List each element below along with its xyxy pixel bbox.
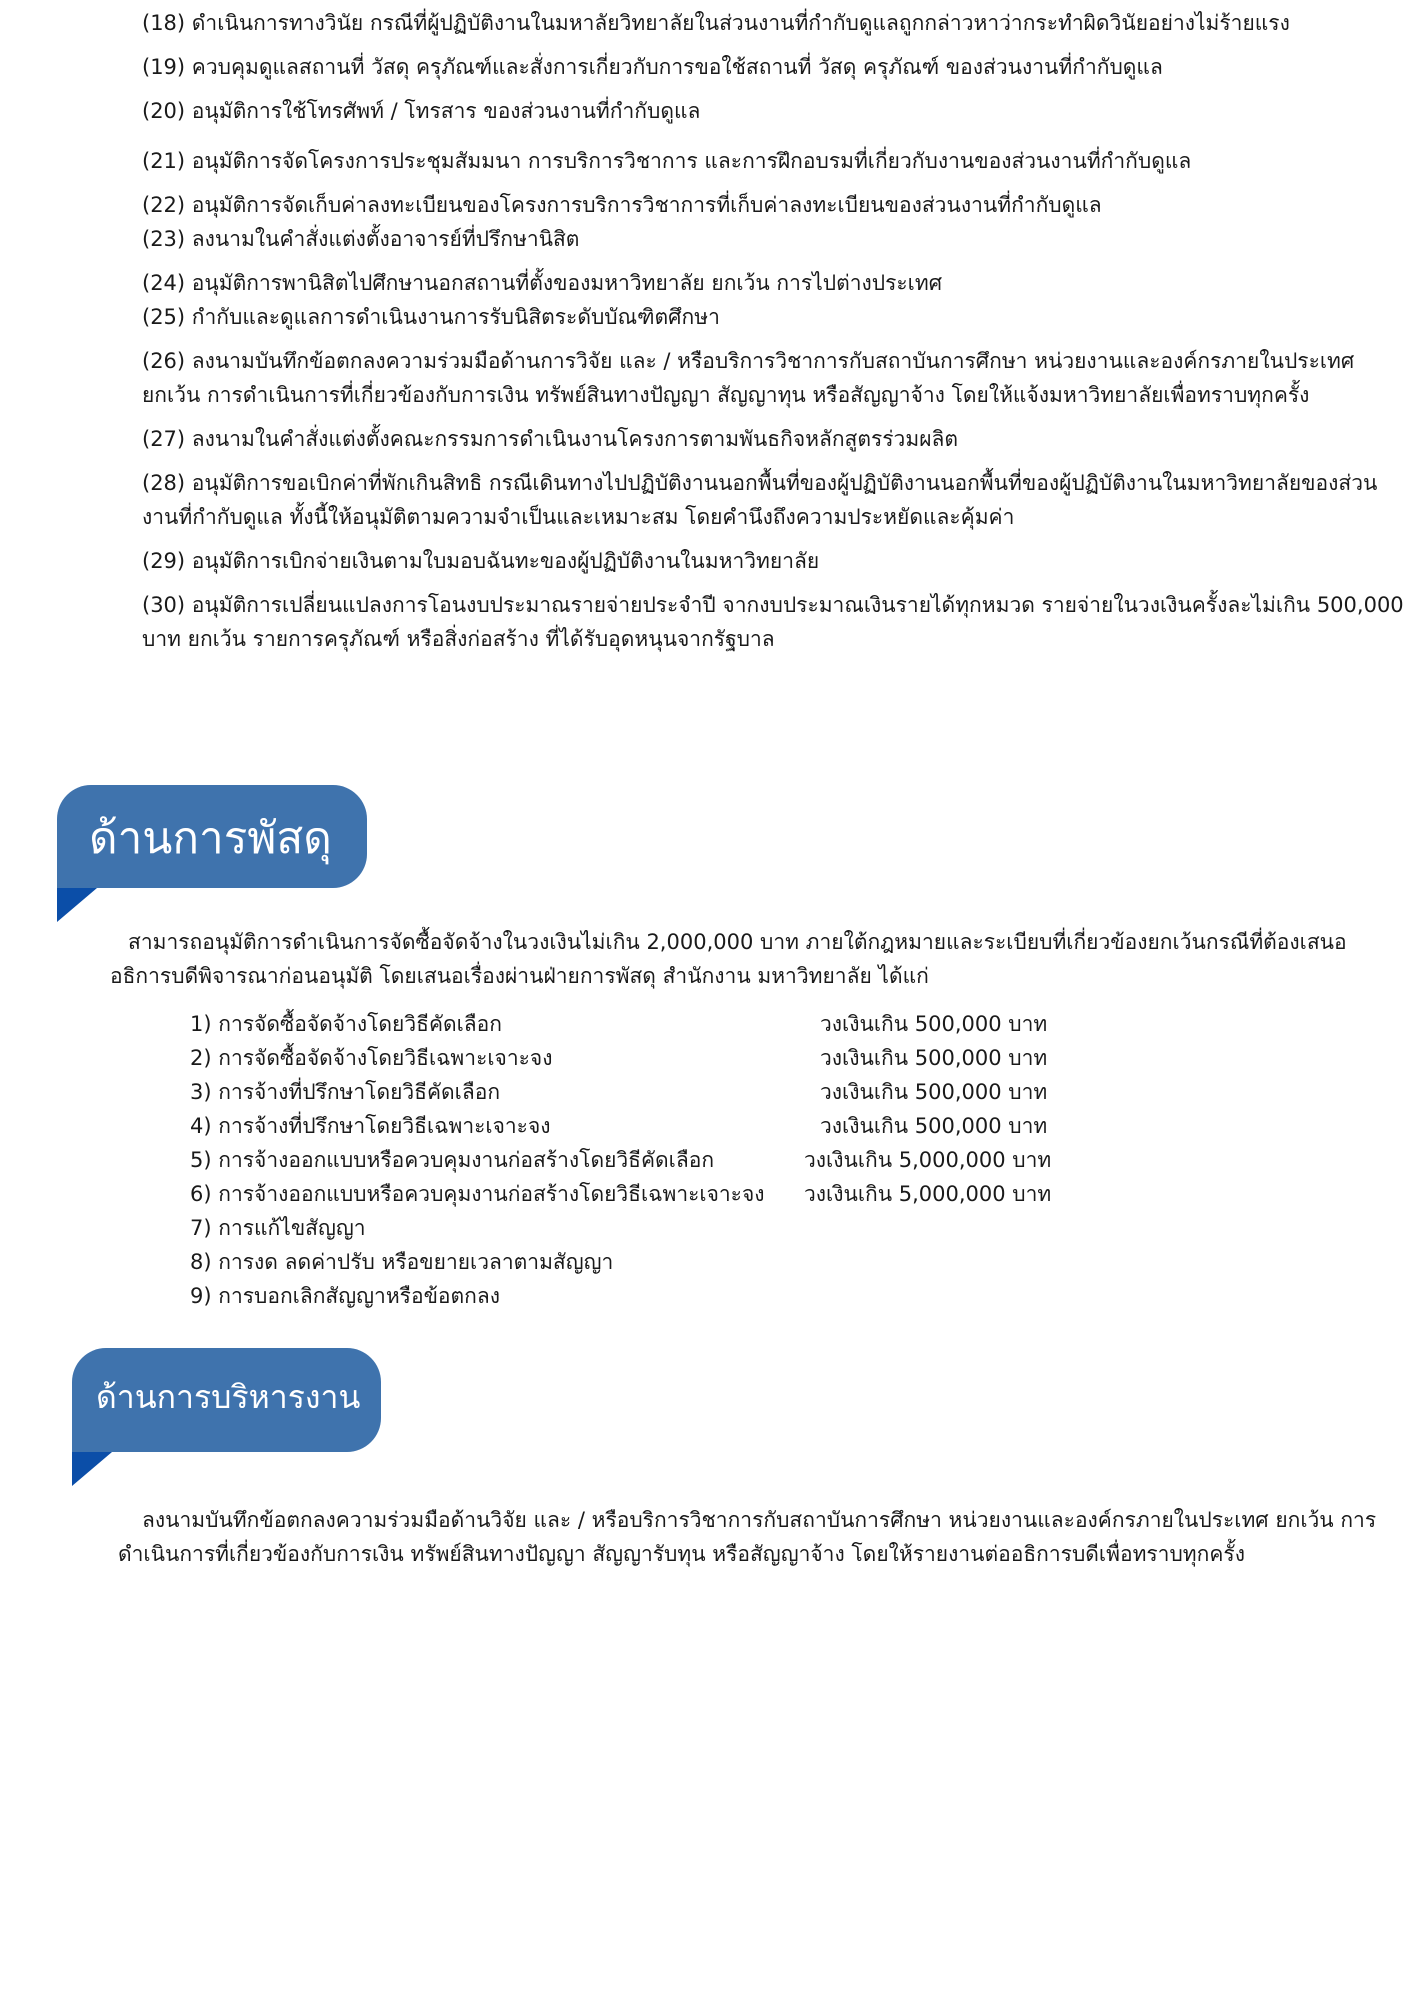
tab-tail-decoration xyxy=(72,1452,112,1486)
supply-list xyxy=(190,1007,1190,1313)
supply-item xyxy=(190,1075,1190,1109)
supply-item-limit: วงเงินเกิน 500,000 บาท xyxy=(820,1046,1048,1070)
authority-item-29: (29) อนุมัติการเบิกจ่ายเงินตามใบมอบฉันทะของผู้ปฏิบัติงานในมหาวิทยาลัย xyxy=(142,549,820,573)
authority-item-26: (26) ลงนามบันทึกข้อตกลงความร่วมมือด้านการวิจัย และ / หรือบริการวิชาการกับสถาบันการศึกษา หน่วยงานและองค์กรภายในประเทศ ยกเว้น การดำเนินการที่เกี่ยวข้องกับการเงิน ทรัพย์สินทางปัญญา สัญญาทุน หรือสัญญาจ้าง โดยให้แจ้งมหาวิทยาลัยเพื่อทราบทุกครั้ง xyxy=(142,349,1355,407)
supply-item xyxy=(190,1109,1190,1143)
authority-item-30: (30) อนุมัติการเปลี่ยนแปลงการโอนงบประมาณรายจ่ายประจำปี จากงบประมาณเงินรายได้ทุกหมวด รายจ่ายในวงเงินครั้งละไม่เกิน 500,000 บาท ยกเว้น รายการครุภัณฑ์ หรือสิ่งก่อสร้าง ที่ได้รับอุดหนุนจากรัฐบาล xyxy=(142,593,1404,651)
section-title-administration: ด้านการบริหารงาน xyxy=(96,1378,361,1416)
authority-item-23: (23) ลงนามในคำสั่งแต่งตั้งอาจารย์ที่ปรึกษานิสิต xyxy=(142,227,580,251)
supply-item-limit: วงเงินเกิน 500,000 บาท xyxy=(820,1114,1048,1138)
supply-item xyxy=(190,1007,1190,1041)
section-title-supply: ด้านการพัสดุ xyxy=(89,813,332,864)
supply-intro: สามารถอนุมัติการดำเนินการจัดซื้อจัดจ้างในวงเงินไม่เกิน 2,000,000 บาท ภายใต้กฎหมายและระเบียบที่เกี่ยวข้องยกเว้นกรณีที่ต้องเสนออธิการบดีพิจารณาก่อนอนุมัติ โดยเสนอเรื่องผ่านฝ่ายการพัสดุ สำนักงาน มหาวิทยาลัย ได้แก่ xyxy=(110,930,1347,988)
administration-body: ลงนามบันทึกข้อตกลงความร่วมมือด้านวิจัย และ / หรือบริการวิชาการกับสถาบันการศึกษา หน่วยงานและองค์กรภายในประเทศ ยกเว้น การดำเนินการที่เกี่ยวข้องกับการเงิน ทรัพย์สินทางปัญญา สัญญารับทุน หรือสัญญาจ้าง โดยให้รายงานต่ออธิการบดีเพื่อทราบทุกครั้ง xyxy=(118,1508,1377,1566)
authority-item-19: (19) ควบคุมดูแลสถานที่ วัสดุ ครุภัณฑ์และสั่งการเกี่ยวกับการขอใช้สถานที่ วัสดุ ครุภัณฑ์ ของส่วนงานที่กำกับดูแล xyxy=(142,55,1163,79)
supply-item-limit: วงเงินเกิน 5,000,000 บาท xyxy=(804,1148,1052,1172)
authority-item-20: (20) อนุมัติการใช้โทรศัพท์ / โทรสาร ของส่วนงานที่กำกับดูแล xyxy=(142,99,701,123)
supply-item-text: 6) การจ้างออกแบบหรือควบคุมงานก่อสร้างโดยวิธีเฉพาะเจาะจง xyxy=(190,1182,765,1206)
supply-item-text: 1) การจัดซื้อจัดจ้างโดยวิธีคัดเลือก xyxy=(190,1012,503,1036)
supply-item-text: 8) การงด ลดค่าปรับ หรือขยายเวลาตามสัญญา xyxy=(190,1250,614,1274)
supply-item-text: 3) การจ้างที่ปรึกษาโดยวิธีคัดเลือก xyxy=(190,1080,501,1104)
supply-item-limit: วงเงินเกิน 500,000 บาท xyxy=(820,1012,1048,1036)
tab-tail-decoration xyxy=(57,888,97,922)
authority-list xyxy=(142,6,1412,656)
supply-item xyxy=(190,1279,1190,1313)
supply-item-text: 9) การบอกเลิกสัญญาหรือข้อตกลง xyxy=(190,1284,501,1308)
supply-item-text: 2) การจัดซื้อจัดจ้างโดยวิธีเฉพาะเจาะจง xyxy=(190,1046,553,1070)
supply-item-text: 7) การแก้ไขสัญญา xyxy=(190,1216,366,1240)
supply-item-limit: วงเงินเกิน 5,000,000 บาท xyxy=(804,1182,1052,1206)
section-tab-administration xyxy=(72,1348,381,1452)
authority-item-28: (28) อนุมัติการขอเบิกค่าที่พักเกินสิทธิ กรณีเดินทางไปปฏิบัติงานนอกพื้นที่ของผู้ปฏิบัติงานนอกพื้นที่ของผู้ปฏิบัติงานในมหาวิทยาลัยของส่วนงานที่กำกับดูแล ทั้งนี้ให้อนุมัติตามความจำเป็นและเหมาะสม โดยคำนึงถึงความประหยัดและคุ้มค่า xyxy=(142,471,1378,529)
authority-item-27: (27) ลงนามในคำสั่งแต่งตั้งคณะกรรมการดำเนินงานโครงการตามพันธกิจหลักสูตรร่วมผลิต xyxy=(142,427,959,451)
authority-item-24: (24) อนุมัติการพานิสิตไปศึกษานอกสถานที่ตั้งของมหาวิทยาลัย ยกเว้น การไปต่างประเทศ xyxy=(142,271,943,295)
section-tab-supply xyxy=(57,785,367,888)
supply-item xyxy=(190,1177,1190,1211)
authority-item-25: (25) กำกับและดูแลการดำเนินงานการรับนิสิตระดับบัณฑิตศึกษา xyxy=(142,305,720,329)
supply-item-text: 4) การจ้างที่ปรึกษาโดยวิธีเฉพาะเจาะจง xyxy=(190,1114,551,1138)
authority-item-22: (22) อนุมัติการจัดเก็บค่าลงทะเบียนของโครงการบริการวิชาการที่เก็บค่าลงทะเบียนของส่วนงานที่กำกับดูแล xyxy=(142,193,1102,217)
supply-item xyxy=(190,1245,1190,1279)
supply-item xyxy=(190,1041,1190,1075)
authority-item-21: (21) อนุมัติการจัดโครงการประชุมสัมมนา การบริการวิชาการ และการฝึกอบรมที่เกี่ยวกับงานของส่วนงานที่กำกับดูแล xyxy=(142,149,1192,173)
supply-item xyxy=(190,1143,1190,1177)
supply-item xyxy=(190,1211,1190,1245)
supply-item-limit: วงเงินเกิน 500,000 บาท xyxy=(820,1080,1048,1104)
supply-item-text: 5) การจ้างออกแบบหรือควบคุมงานก่อสร้างโดยวิธีคัดเลือก xyxy=(190,1148,715,1172)
authority-item-18: (18) ดำเนินการทางวินัย กรณีที่ผู้ปฏิบัติงานในมหาลัยวิทยาลัยในส่วนงานที่กำกับดูแลถูกกล่าวหาว่ากระทำผิดวินัยอย่างไม่ร้ายแรง xyxy=(142,11,1290,35)
